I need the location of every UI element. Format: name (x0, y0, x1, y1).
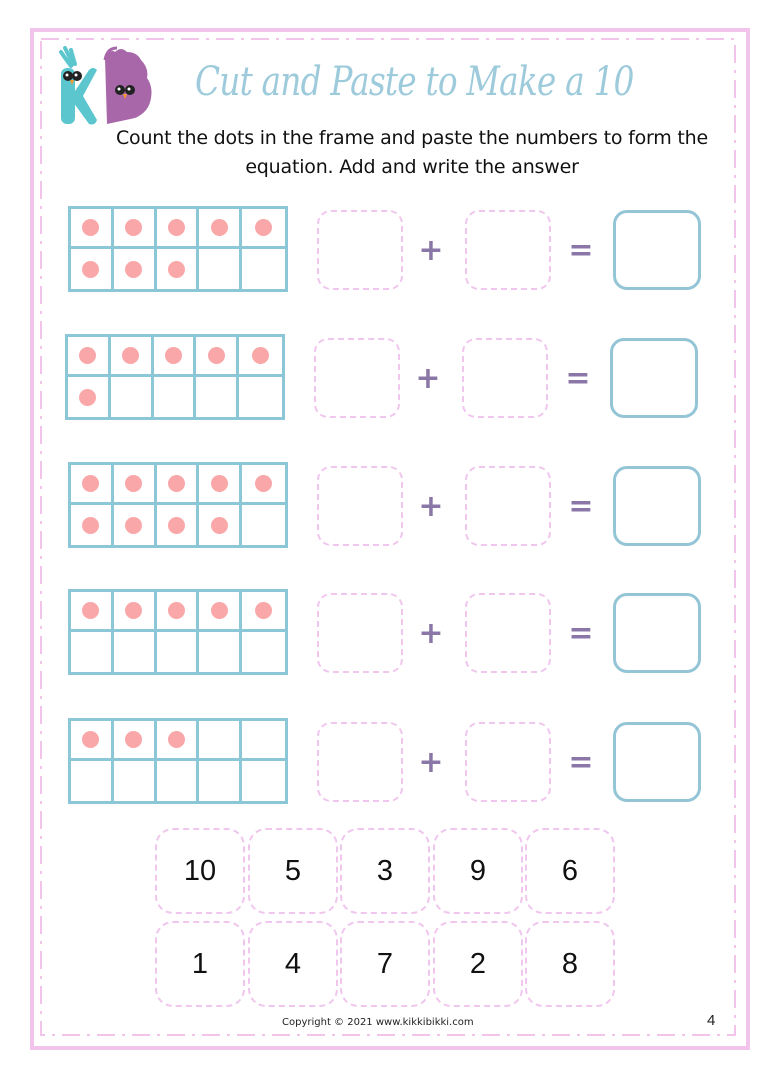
plus-sign: + (418, 233, 444, 268)
addend-2-paste-box[interactable] (465, 210, 551, 290)
ten-frame-cell (199, 632, 242, 672)
equals-sign: = (565, 361, 591, 396)
counter-dot (255, 602, 272, 619)
counter-dot (255, 219, 272, 236)
addend-2-paste-box[interactable] (465, 466, 551, 546)
ten-frame-cell (199, 721, 242, 761)
counter-dot (168, 731, 185, 748)
counter-dot (211, 517, 228, 534)
plus-sign: + (418, 489, 444, 524)
ten-frame-cell (157, 249, 200, 289)
equals-sign: = (568, 233, 594, 268)
ten-frame-cell (154, 377, 197, 417)
counter-dot (125, 475, 142, 492)
ten-frame-cell (242, 465, 285, 505)
ten-frame-cell (111, 377, 154, 417)
ten-frame-cell (71, 465, 114, 505)
counter-dot (125, 602, 142, 619)
page-number: 4 (707, 1012, 716, 1029)
plus-sign: + (418, 745, 444, 780)
equals-sign: = (568, 489, 594, 524)
number-cutout-tile[interactable]: 7 (340, 921, 430, 1007)
answer-box[interactable] (613, 722, 701, 802)
ten-frame-cell (196, 337, 239, 377)
ten-frame (65, 334, 285, 420)
ten-frame-cell (199, 465, 242, 505)
counter-dot (255, 475, 272, 492)
b-bird-icon (105, 48, 152, 124)
ten-frame-cell (157, 505, 200, 545)
answer-box[interactable] (613, 466, 701, 546)
number-cutout-tile[interactable]: 1 (155, 921, 245, 1007)
ten-frame-cell (71, 249, 114, 289)
ten-frame-cell (154, 337, 197, 377)
ten-frame-cell (157, 632, 200, 672)
ten-frame-cell (239, 377, 282, 417)
counter-dot (125, 261, 142, 278)
ten-frame-cell (157, 592, 200, 632)
ten-frame-cell (68, 377, 111, 417)
ten-frame-cell (114, 505, 157, 545)
ten-frame-cell (114, 249, 157, 289)
ten-frame-cell (196, 377, 239, 417)
counter-dot (82, 261, 99, 278)
ten-frame-cell (239, 337, 282, 377)
plus-sign: + (418, 616, 444, 651)
counter-dot (82, 219, 99, 236)
counter-dot (168, 475, 185, 492)
kb-logo (53, 46, 153, 128)
number-cutout-tile[interactable]: 4 (248, 921, 338, 1007)
counter-dot (168, 261, 185, 278)
number-cutout-tile[interactable]: 2 (433, 921, 523, 1007)
equals-sign: = (568, 616, 594, 651)
k-bird-icon (61, 48, 97, 125)
ten-frame-cell (114, 632, 157, 672)
ten-frame-cell (114, 465, 157, 505)
plus-sign: + (415, 361, 441, 396)
ten-frame-cell (242, 761, 285, 801)
addend-1-paste-box[interactable] (314, 338, 400, 418)
addend-1-paste-box[interactable] (317, 722, 403, 802)
answer-box[interactable] (613, 593, 701, 673)
ten-frame-cell (157, 721, 200, 761)
addend-2-paste-box[interactable] (462, 338, 548, 418)
counter-dot (168, 219, 185, 236)
counter-dot (125, 219, 142, 236)
ten-frame-cell (114, 592, 157, 632)
addend-1-paste-box[interactable] (317, 210, 403, 290)
ten-frame (68, 589, 288, 675)
counter-dot (82, 731, 99, 748)
ten-frame-cell (199, 249, 242, 289)
counter-dot (211, 219, 228, 236)
ten-frame-cell (71, 721, 114, 761)
ten-frame-cell (71, 592, 114, 632)
number-cutout-tile[interactable]: 8 (525, 921, 615, 1007)
ten-frame-cell (242, 632, 285, 672)
ten-frame-cell (242, 249, 285, 289)
ten-frame-cell (71, 632, 114, 672)
counter-dot (125, 517, 142, 534)
worksheet-title: Cut and Paste to Make a 10 (195, 59, 634, 105)
ten-frame (68, 718, 288, 804)
number-cutout-tile[interactable]: 9 (433, 828, 523, 914)
ten-frame-cell (114, 761, 157, 801)
addend-1-paste-box[interactable] (317, 593, 403, 673)
answer-box[interactable] (610, 338, 698, 418)
counter-dot (82, 517, 99, 534)
addend-2-paste-box[interactable] (465, 593, 551, 673)
ten-frame-cell (199, 505, 242, 545)
ten-frame-cell (199, 761, 242, 801)
ten-frame-cell (114, 209, 157, 249)
ten-frame-cell (157, 761, 200, 801)
addend-2-paste-box[interactable] (465, 722, 551, 802)
counter-dot (252, 347, 269, 364)
counter-dot (168, 602, 185, 619)
addend-1-paste-box[interactable] (317, 466, 403, 546)
ten-frame-cell (157, 209, 200, 249)
number-cutout-tile[interactable]: 3 (340, 828, 430, 914)
ten-frame-cell (111, 337, 154, 377)
instructions-text: Count the dots in the frame and paste the numbers to form the equation. Add and write the answer (115, 127, 709, 178)
counter-dot (211, 602, 228, 619)
ten-frame-cell (68, 337, 111, 377)
ten-frame (68, 206, 288, 292)
equals-sign: = (568, 745, 594, 780)
ten-frame-cell (199, 209, 242, 249)
ten-frame-cell (242, 592, 285, 632)
ten-frame-cell (242, 721, 285, 761)
counter-dot (165, 347, 182, 364)
number-cutout-tile[interactable]: 6 (525, 828, 615, 914)
counter-dot (79, 389, 96, 406)
ten-frame (68, 462, 288, 548)
ten-frame-cell (199, 592, 242, 632)
ten-frame-cell (71, 505, 114, 545)
ten-frame-cell (71, 209, 114, 249)
counter-dot (82, 475, 99, 492)
answer-box[interactable] (613, 210, 701, 290)
counter-dot (125, 731, 142, 748)
ten-frame-cell (114, 721, 157, 761)
counter-dot (211, 475, 228, 492)
ten-frame-cell (71, 761, 114, 801)
number-cutout-tile[interactable]: 10 (155, 828, 245, 914)
counter-dot (79, 347, 96, 364)
ten-frame-cell (242, 209, 285, 249)
ten-frame-cell (157, 465, 200, 505)
counter-dot (122, 347, 139, 364)
ten-frame-cell (242, 505, 285, 545)
counter-dot (82, 602, 99, 619)
number-cutout-tile[interactable]: 5 (248, 828, 338, 914)
counter-dot (208, 347, 225, 364)
counter-dot (168, 517, 185, 534)
copyright-text: Copyright © 2021 www.kikkibikki.com (282, 1017, 474, 1028)
